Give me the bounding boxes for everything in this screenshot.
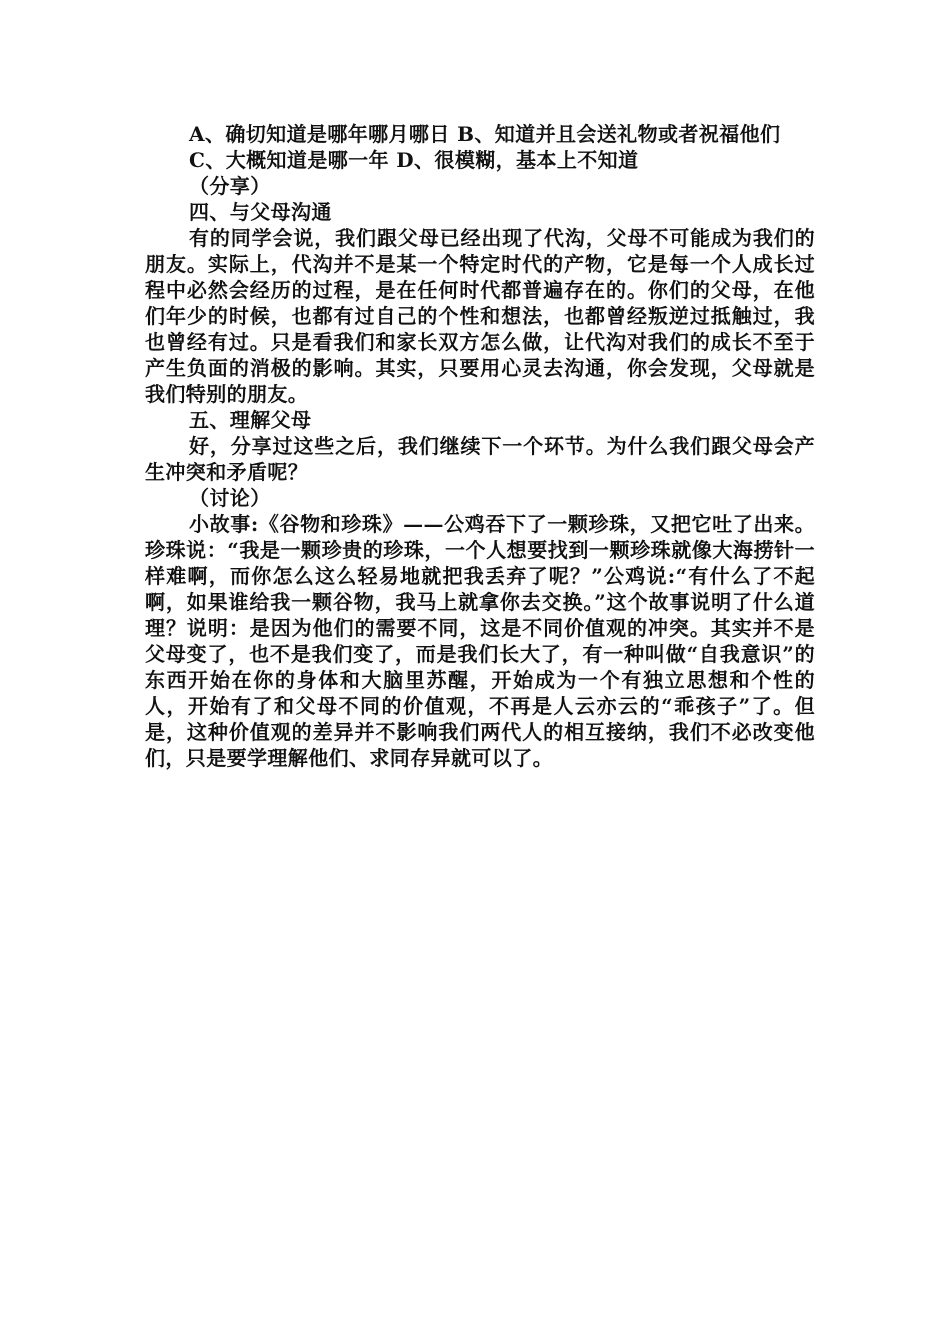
paragraph-generation-gap: 有的同学会说，我们跟父母已经出现了代沟，父母不可能成为我们的朋友。实际上，代沟并不是某一个特定时代的产物，它是每一个人成长过程中必然会经历的过程，是在任何时代都普遍存在的。你们的父母，在他们年少的时候，也都有过自己的个性和想法，也都曾经叛逆过抵触过，我也曾经有过。只是看我们和家长双方怎么做，让代沟对我们的成长不至于产生负面的消极的影响。其实，只要用心灵去沟通，你会发现，父母就是我们特别的朋友。 xyxy=(145,226,815,406)
option-ab-line: A、确切知道是哪年哪月哪日 B、知道并且会送礼物或者祝福他们 xyxy=(189,122,781,146)
section-heading-communicate: 四、与父母沟通 xyxy=(189,200,332,224)
paragraph-conflict-question: 好，分享过这些之后，我们继续下一个环节。为什么我们跟父母会产生冲突和矛盾呢？ xyxy=(145,434,815,484)
share-note: （分享） xyxy=(189,174,271,198)
discussion-note: （讨论） xyxy=(189,486,271,510)
option-cd-line: C、大概知道是哪一年 D、很模糊，基本上不知道 xyxy=(189,148,639,172)
section-heading-understand: 五、理解父母 xyxy=(189,408,312,432)
paragraph-story: 小故事:《谷物和珍珠》——公鸡吞下了一颗珍珠，又把它吐了出来。珍珠说：“我是一颗珍贵的珍珠，一个人想要找到一颗珍珠就像大海捞针一样难啊，而你怎么这么轻易地就把我丢弃了呢？”公鸡说:“有什么了不起啊，如果谁给我一颗谷物，我马上就拿你去交换。”这个故事说明了什么道理？说明：是因为他们的需要不同，这是不同价值观的冲突。其实并不是父母变了，也不是我们变了，而是我们长大了，有一种叫做“自我意识”的东西开始在你的身体和大脑里苏醒，开始成为一个有独立思想和个性的人，开始有了和父母不同的价值观，不再是人云亦云的“乖孩子”了。但是，这种价值观的差异并不影响我们两代人的相互接纳，我们不必改变他们，只是要学理解他们、求同存异就可以了。 xyxy=(145,512,815,770)
document-body xyxy=(145,121,815,771)
